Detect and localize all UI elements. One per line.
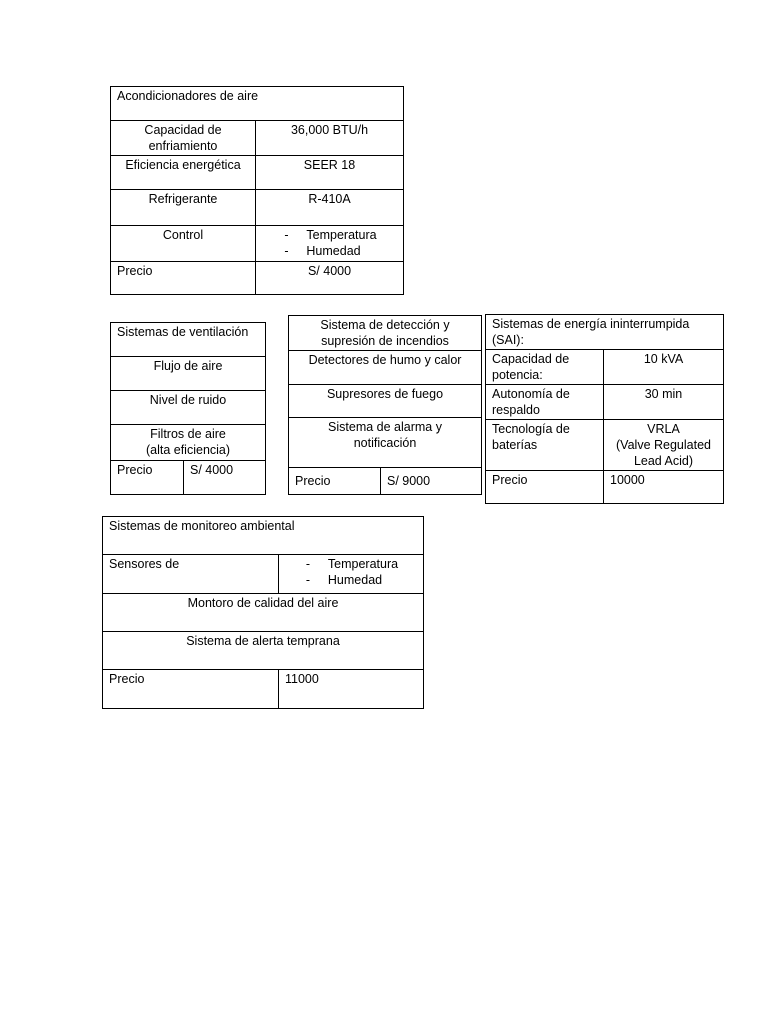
battery-technology-label: Tecnología de baterías	[486, 420, 604, 471]
alarm-notification-item: Sistema de alarma y notificación	[289, 418, 482, 468]
power-capacity-value: 10 kVA	[604, 350, 724, 385]
control-list	[282, 227, 376, 259]
ups-title: Sistemas de energía ininterrumpida (SAI):	[486, 315, 724, 350]
refrigerant-label: Refrigerante	[111, 190, 256, 226]
power-capacity-label: Capacidad de potencia:	[486, 350, 604, 385]
price-value: 10000	[604, 471, 724, 504]
ventilation-title: Sistemas de ventilación	[111, 323, 266, 357]
price-label: Precio	[486, 471, 604, 504]
airflow-item: Flujo de aire	[111, 357, 266, 391]
smoke-heat-detectors-item: Detectores de humo y calor	[289, 351, 482, 385]
sensors-label: Sensores de	[103, 555, 279, 594]
backup-autonomy-value: 30 min	[604, 385, 724, 420]
cooling-capacity-value: 36,000 BTU/h	[256, 121, 404, 156]
cooling-capacity-label: Capacidad de enfriamiento	[111, 121, 256, 156]
environmental-monitoring-table	[102, 516, 424, 709]
air-conditioners-title: Acondicionadores de aire	[111, 87, 404, 121]
backup-autonomy-label: Autonomía de respaldo	[486, 385, 604, 420]
refrigerant-value: R-410A	[256, 190, 404, 226]
air-filters-item: Filtros de aire (alta eficiencia)	[111, 425, 266, 461]
control-value	[256, 226, 404, 262]
energy-efficiency-label: Eficiencia energética	[111, 156, 256, 190]
price-value: S/ 4000	[256, 262, 404, 295]
price-label: Precio	[103, 670, 279, 709]
control-label: Control	[111, 226, 256, 262]
sensors-value	[279, 555, 424, 594]
list-item: - Temperatura	[304, 556, 398, 572]
air-quality-monitor-item: Montoro de calidad del aire	[103, 594, 424, 632]
price-label: Precio	[111, 461, 184, 495]
list-item: - Temperatura	[282, 227, 376, 243]
early-alert-system-item: Sistema de alerta temprana	[103, 632, 424, 670]
price-label: Precio	[289, 468, 381, 495]
list-item: - Humedad	[282, 243, 376, 259]
air-conditioners-table	[110, 86, 404, 295]
fire-system-table	[288, 315, 482, 495]
ups-table	[485, 314, 724, 504]
energy-efficiency-value: SEER 18	[256, 156, 404, 190]
sensors-list	[304, 556, 398, 588]
ventilation-table	[110, 322, 266, 495]
environmental-monitoring-title: Sistemas de monitoreo ambiental	[103, 517, 424, 555]
list-item: - Humedad	[304, 572, 398, 588]
fire-system-title: Sistema de detección y supresión de incendios	[289, 316, 482, 351]
price-value: S/ 9000	[381, 468, 482, 495]
price-label: Precio	[111, 262, 256, 295]
fire-suppressors-item: Supresores de fuego	[289, 385, 482, 418]
price-value: 11000	[279, 670, 424, 709]
price-value: S/ 4000	[184, 461, 266, 495]
noise-level-item: Nivel de ruido	[111, 391, 266, 425]
battery-technology-value: VRLA (Valve Regulated Lead Acid)	[604, 420, 724, 471]
